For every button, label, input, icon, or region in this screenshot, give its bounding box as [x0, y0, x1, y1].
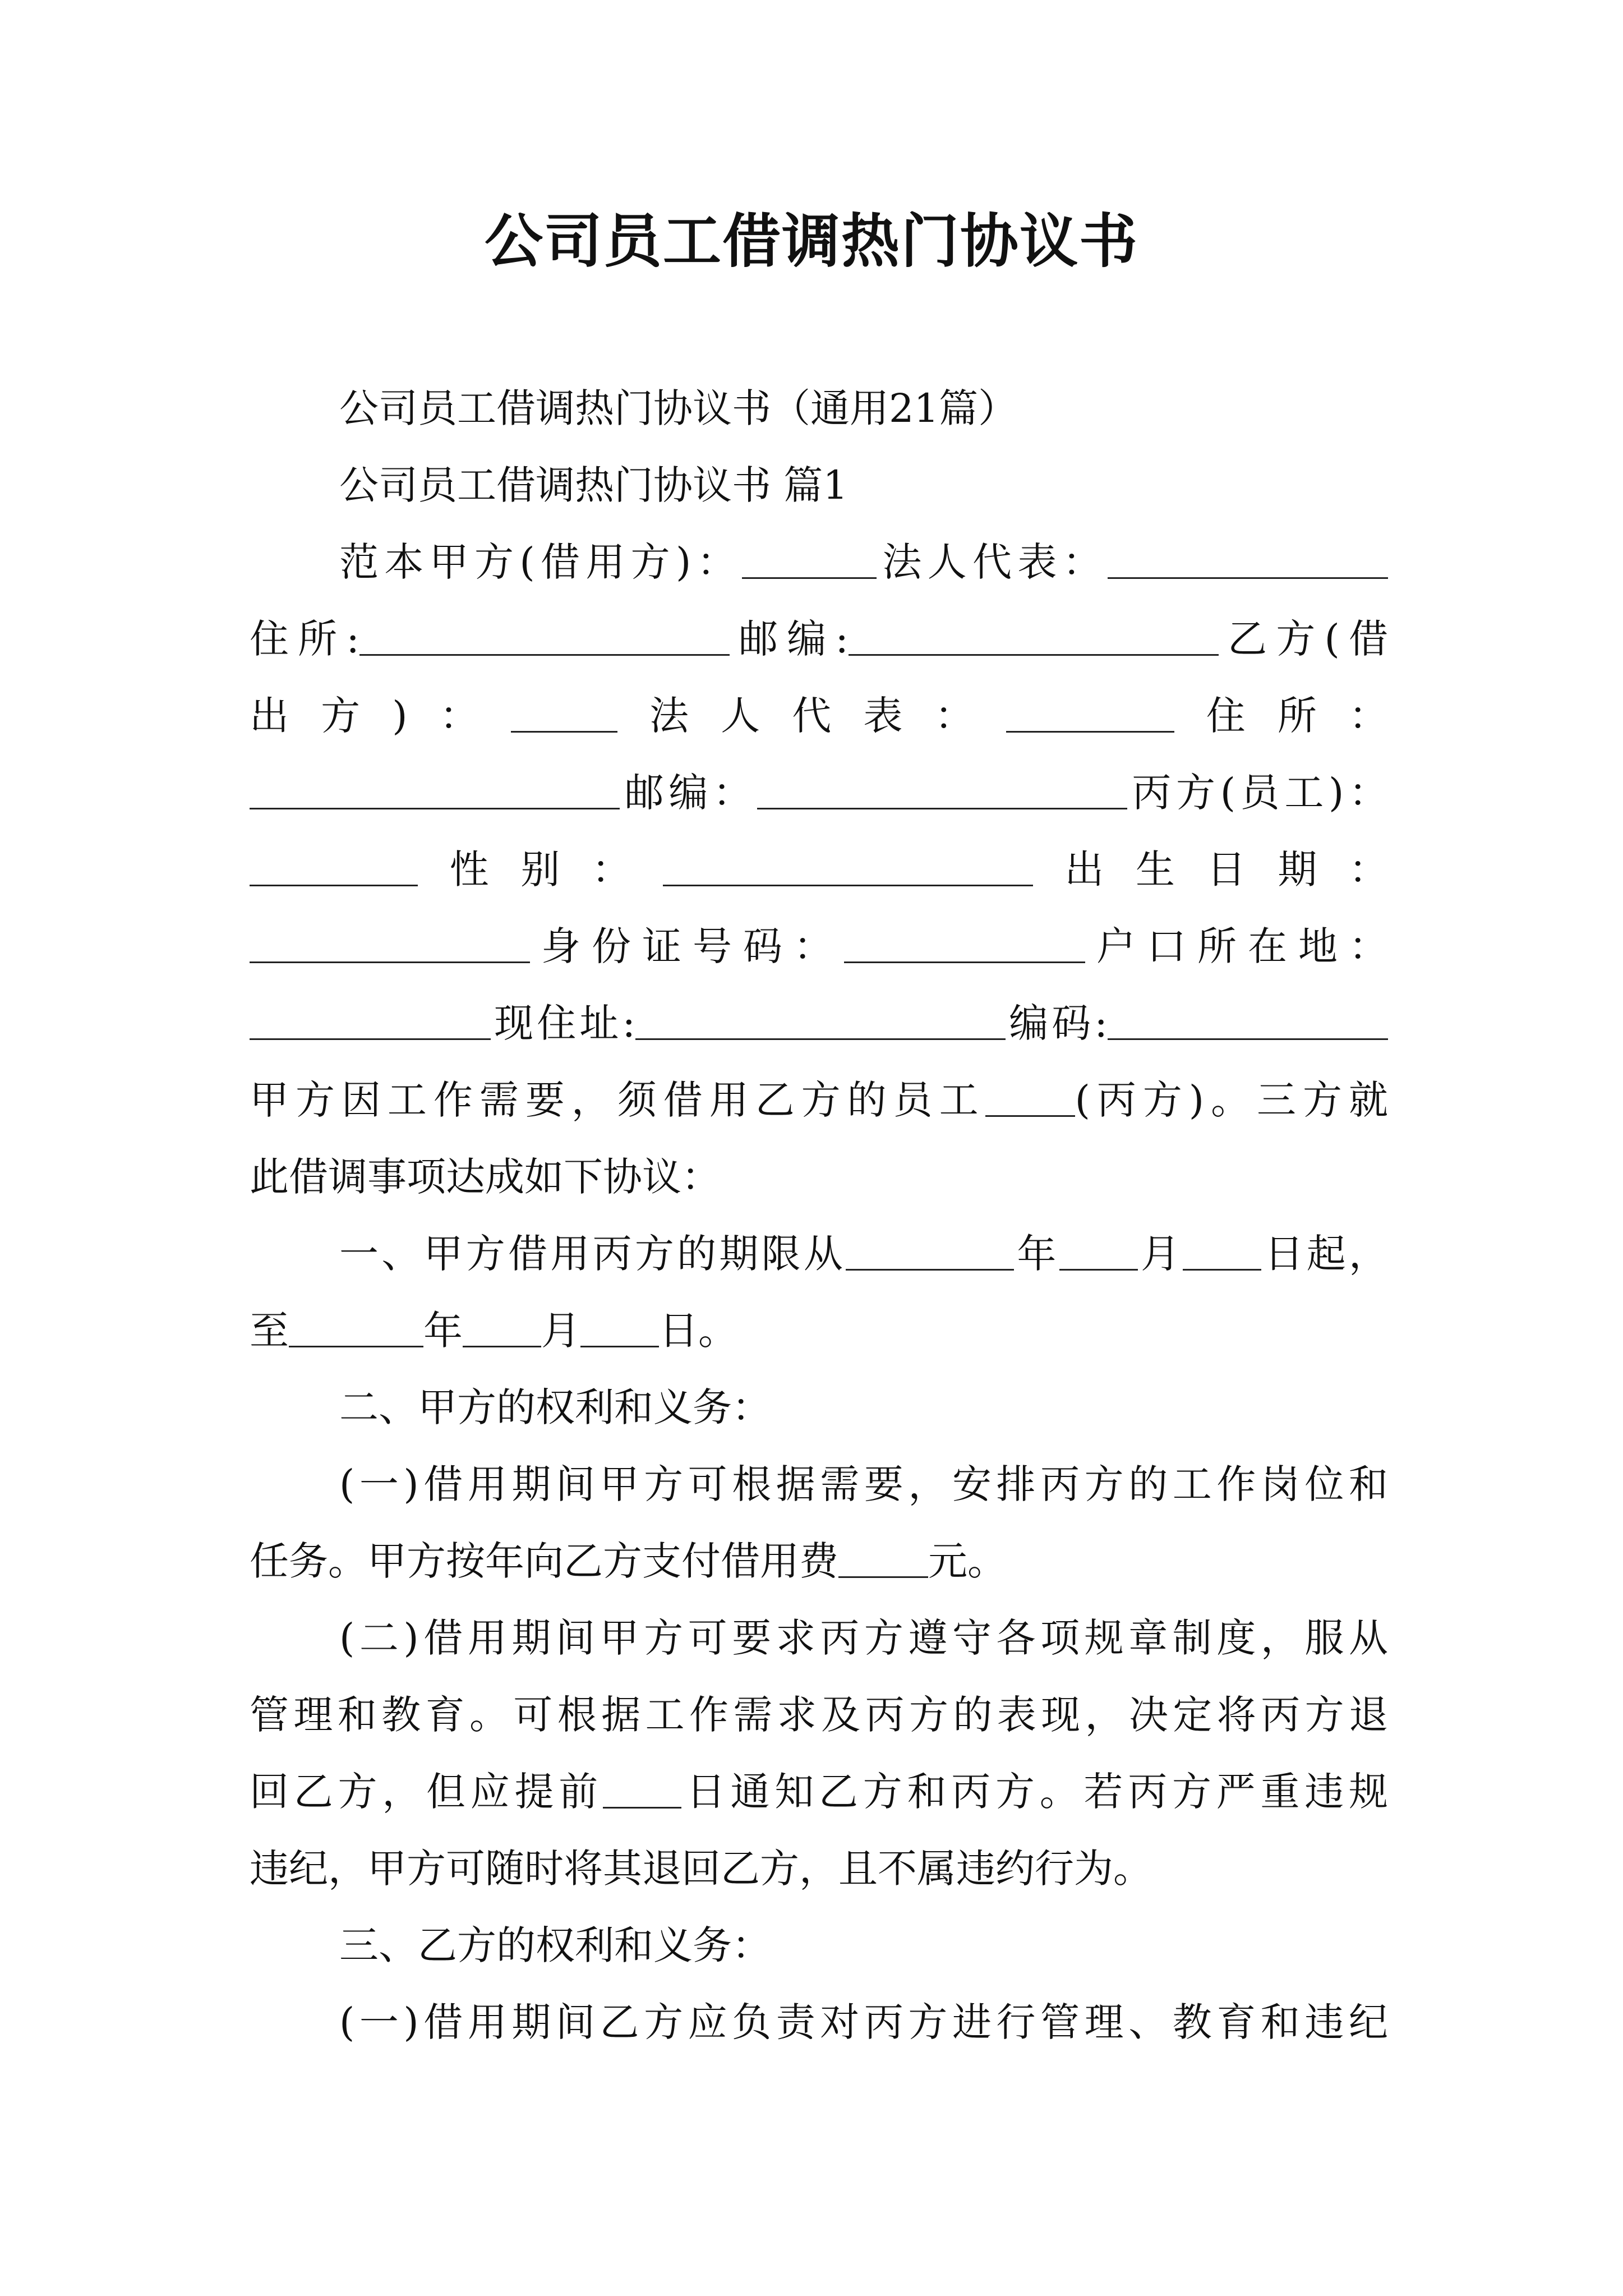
fee-unit: 元。: [928, 1538, 1007, 1584]
id-line: [250, 908, 1388, 985]
party-a-label: 范本甲方(借用方)：: [339, 539, 742, 585]
legal-rep-label-2: 法人代表：: [617, 693, 1006, 739]
notice-text: 回乙方，但应提前: [250, 1769, 603, 1815]
address-line: [250, 601, 1388, 678]
current-address-blank: [635, 999, 1006, 1040]
start-day-blank: [1183, 1230, 1261, 1271]
intro-line-2: 此借调事项达成如下协议：: [250, 1154, 721, 1200]
clause-2-item-1-line-1: (一)借用期间甲方可根据需要，安排丙方的工作岗位和: [339, 1461, 1388, 1507]
clause-2-title: 二、甲方的权利和义务：: [339, 1384, 771, 1430]
gender-label: 性别：: [418, 846, 663, 892]
end-month-label: 月: [541, 1308, 580, 1354]
clause-1-line-2: [250, 1292, 1388, 1369]
postcode-label: 邮编:: [729, 616, 849, 662]
gender-line: [250, 831, 1388, 908]
clause-1-text: 一、甲方借用丙方的期限从: [339, 1231, 846, 1277]
legal-rep-blank-2: [1006, 692, 1174, 733]
end-year-blank: [289, 1306, 423, 1347]
household-label: 户口所在地：: [1085, 923, 1388, 969]
day-start-label: 日起，: [1261, 1231, 1389, 1277]
to-label: 至: [250, 1308, 289, 1354]
address-label-2: 住所：: [1174, 693, 1389, 739]
employee-blank: [985, 1076, 1075, 1117]
gender-blank: [663, 845, 1033, 886]
current-address-line: [250, 985, 1388, 1062]
current-address-label: 现住址:: [491, 1000, 636, 1046]
month-label: 月: [1137, 1231, 1183, 1277]
intro-text-2: (丙方)。三方就: [1075, 1077, 1389, 1123]
code-blank: [1108, 999, 1388, 1040]
clause-2-item-2-line-1: (二)借用期间甲方可要求丙方遵守各项规章制度，服从: [339, 1615, 1388, 1661]
party-b-blank: [511, 692, 617, 733]
document-body: [250, 370, 1388, 2061]
end-year-label: 年: [423, 1308, 463, 1354]
party-b-label-end: 出方)：: [250, 693, 511, 739]
party-a-blank: [742, 538, 877, 579]
legal-rep-blank: [1108, 538, 1388, 579]
fee-text: 任务。甲方按年向乙方支付借用费: [250, 1538, 838, 1584]
id-blank: [844, 922, 1085, 963]
clause-2-item-2-line-3: [250, 1754, 1388, 1830]
clause-3-title: 三、乙方的权利和义务：: [339, 1922, 771, 1968]
birth-blank: [250, 922, 530, 963]
notice-text-end: 日通知乙方和丙方。若丙方严重违规: [681, 1769, 1388, 1815]
postcode-label-2: 邮编：: [620, 770, 757, 816]
postcode-blank: [849, 615, 1219, 656]
notice-days-blank: [603, 1768, 681, 1809]
clause-2-item-2-line-2: 管理和教育。可根据工作需求及丙方的表现，决定将丙方退: [250, 1692, 1388, 1738]
code-label: 编码:: [1006, 1000, 1108, 1046]
fee-blank: [838, 1537, 928, 1578]
intro-line-1: [250, 1062, 1388, 1139]
year-label: 年: [1014, 1231, 1059, 1277]
party-c-label: 丙方(员工)：: [1127, 770, 1388, 816]
start-year-blank: [846, 1230, 1014, 1271]
heading-line: 公司员工借调热门协议书（通用21篇）: [339, 385, 1018, 431]
legal-rep-label: 法人代表：: [876, 539, 1108, 585]
intro-text-1: 甲方因工作需要，须借用乙方的员工: [250, 1077, 985, 1123]
party-c-blank: [250, 845, 418, 886]
party-b-line: [250, 678, 1388, 754]
party-b-label-start: 乙方(借: [1219, 616, 1388, 662]
day-end-label: 日。: [659, 1308, 737, 1354]
clause-2-item-1-line-2: [250, 1523, 1388, 1600]
household-blank: [250, 999, 491, 1040]
clause-3-item-1-line-1: (一)借用期间乙方应负责对丙方进行管理、教育和违纪: [339, 1999, 1388, 2045]
birth-label: 出生日期：: [1032, 846, 1389, 892]
address-label: 住所:: [250, 616, 359, 662]
start-month-blank: [1059, 1230, 1138, 1271]
id-label: 身份证号码：: [530, 923, 844, 969]
clause-1-line-1: [250, 1216, 1388, 1292]
end-month-blank: [463, 1306, 541, 1347]
postcode-blank-2: [757, 769, 1127, 809]
address-blank: [359, 615, 730, 656]
postcode-line: [250, 754, 1388, 831]
end-day-blank: [580, 1306, 659, 1347]
party-a-line: [250, 524, 1388, 601]
section-title: 公司员工借调热门协议书 篇1: [339, 462, 848, 508]
clause-2-item-2-line-4: 违纪，甲方可随时将其退回乙方，且不属违约行为。: [250, 1846, 1152, 1892]
document-title: 公司员工借调热门协议书: [484, 206, 1138, 275]
address-blank-2: [250, 769, 620, 809]
